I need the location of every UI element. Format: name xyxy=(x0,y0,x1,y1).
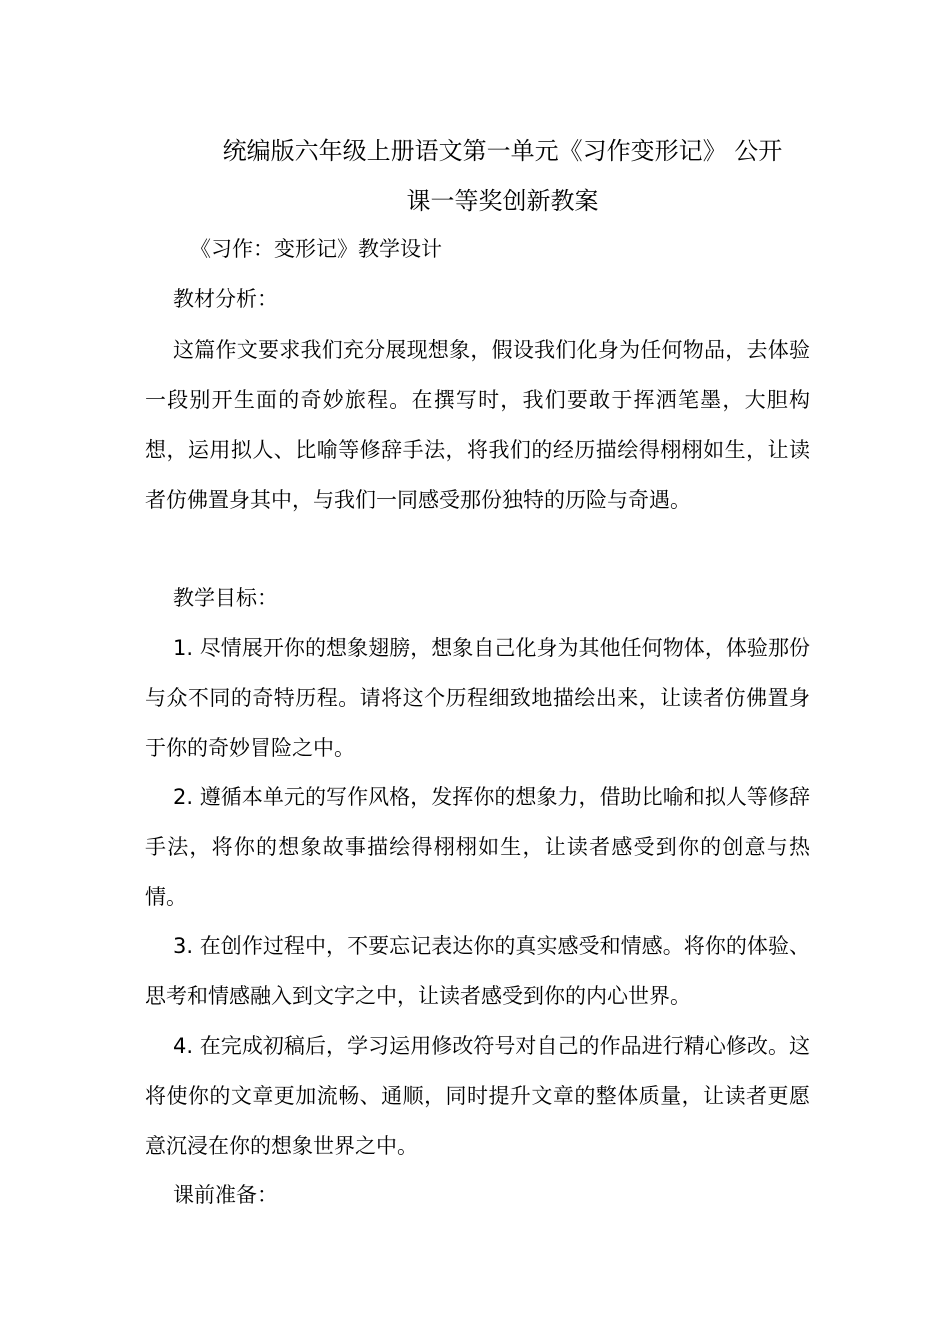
section-heading-analysis: 教材分析： xyxy=(173,287,278,311)
section-heading-goals: 教学目标： xyxy=(173,586,278,610)
section-heading-prep: 课前准备： xyxy=(173,1183,278,1207)
title-line-1: 统编版六年级上册语文第一单元《习作变形记》 公开 xyxy=(222,137,783,165)
lesson-subtitle: 《习作：变形记》教学设计 xyxy=(190,237,442,261)
goal-item-4: 4. 在完成初稿后，学习运用修改符号对自己的作品进行精心修改。这将使你的文章更加流畅、通顺，同时提升文章的整体质量，让读者更愿意沉浸在你的想象世界之中。 xyxy=(145,1034,810,1158)
goal-item-1: 1. 尽情展开你的想象翅膀，想象自己化身为其他任何物体，体验那份与众不同的奇特历程。请将这个历程细致地描绘出来，让读者仿佛置身于你的奇妙冒险之中。 xyxy=(145,636,810,760)
title-line-2: 课一等奖创新教案 xyxy=(406,187,599,215)
analysis-paragraph: 这篇作文要求我们充分展现想象，假设我们化身为任何物品，去体验一段别开生面的奇妙旅程。在撰写时，我们要敢于挥洒笔墨，大胆构想，运用拟人、比喻等修辞手法，将我们的经历描绘得栩栩如生，让读者仿佛置身其中，与我们一同感受那份独特的历险与奇遇。 xyxy=(145,338,810,512)
goal-item-3: 3. 在创作过程中，不要忘记表达你的真实感受和情感。将你的体验、思考和情感融入到文字之中，让读者感受到你的内心世界。 xyxy=(145,934,810,1008)
document-title xyxy=(145,126,860,226)
goal-item-2: 2. 遵循本单元的写作风格，发挥你的想象力，借助比喻和拟人等修辞手法，将你的想象故事描绘得栩栩如生，让读者感受到你的创意与热情。 xyxy=(145,785,810,909)
